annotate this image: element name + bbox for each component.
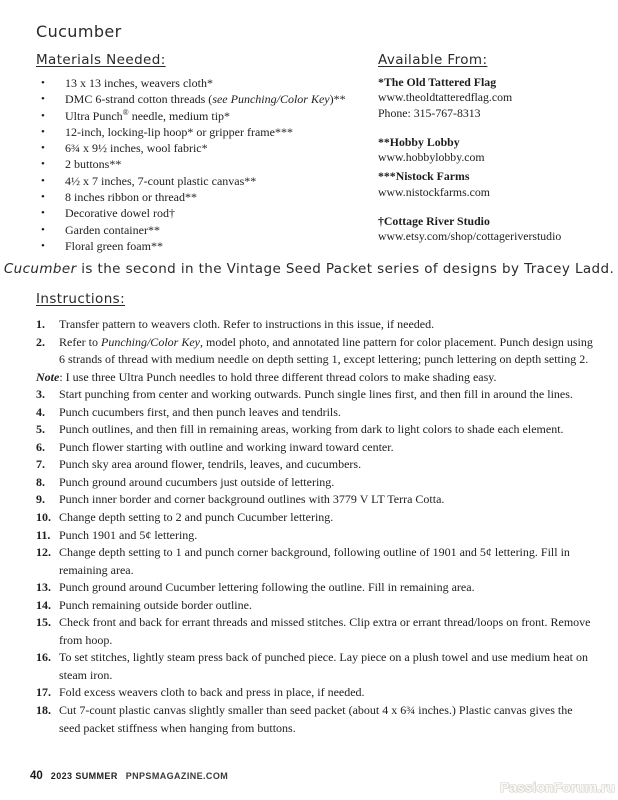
material-text: 4½ x 7 inches, 7-count plastic canvas**: [65, 173, 257, 188]
material-item: [36, 75, 376, 91]
instruction-text: Punch cucumbers first, and then punch leaves and tendrils.: [59, 404, 341, 419]
material-text: Floral green foam**: [65, 238, 163, 253]
instruction-number: 14.: [36, 597, 51, 612]
vendor-detail: Phone: 315-767-8313: [378, 105, 481, 120]
instruction-item: [36, 579, 594, 597]
bullet-glyph: •: [41, 223, 45, 236]
material-text: Garden container**: [65, 222, 160, 237]
vendor-block: [378, 135, 598, 166]
instruction-item: [36, 649, 594, 684]
instruction-number: 2.: [36, 334, 45, 349]
instruction-text: To set stitches, lightly steam press back of punched piece. Lay piece on a plush towel and use medium heat on steam iron.: [59, 650, 589, 682]
bullet-glyph: •: [41, 191, 45, 204]
instruction-number: 6.: [36, 439, 45, 454]
material-item: [36, 91, 376, 107]
instruction-item: [36, 614, 594, 649]
vendor-name: **Hobby Lobby: [378, 134, 460, 149]
instruction-item: [36, 684, 594, 702]
material-item: [36, 173, 376, 189]
instructions-heading: Instructions:: [36, 291, 126, 307]
instruction-text: Punch ground around cucumbers just outside of lettering.: [59, 474, 335, 489]
available-from-list: [378, 75, 598, 245]
vendor-detail: www.theoldtatteredflag.com: [378, 90, 513, 105]
bullet-glyph: •: [41, 207, 45, 220]
bullet-glyph: •: [41, 77, 45, 89]
watermark: PassionForum.ru: [499, 779, 615, 795]
instructions-section: [36, 291, 594, 737]
material-text: 13 x 13 inches, weavers cloth*: [65, 76, 213, 90]
materials-list: [36, 75, 376, 254]
vendor-block: [378, 214, 598, 245]
bullet-glyph: •: [41, 174, 45, 187]
instruction-text: Punch ground around Cucumber lettering following the outline. Fill in remaining area.: [59, 580, 475, 595]
material-item: [36, 189, 376, 205]
instruction-text: Punch inner border and corner background outlines with 3779 V LT Terra Cotta.: [59, 492, 445, 507]
instruction-text: Change depth setting to 2 and punch Cucumber lettering.: [59, 510, 334, 525]
materials-section: [36, 52, 376, 254]
instruction-number: 11.: [36, 527, 51, 542]
instruction-text: Punch flower starting with outline and working inward toward center.: [59, 439, 394, 454]
material-text: DMC 6-strand cotton threads (see Punching/Color Key)**: [65, 92, 346, 107]
page-title: Cucumber: [36, 22, 122, 41]
materials-heading: Materials Needed:: [36, 52, 166, 68]
instruction-item: [36, 439, 594, 457]
instructions-list: [36, 316, 594, 737]
vendor-name: †Cottage River Studio: [378, 214, 490, 229]
instruction-number: 18.: [36, 703, 51, 718]
vendor-name: ***Nistock Farms: [378, 169, 470, 184]
instruction-text: Transfer pattern to weavers cloth. Refer to instructions in this issue, if needed.: [59, 317, 435, 331]
vendor-block: [378, 169, 598, 200]
instruction-item: [36, 386, 594, 404]
material-item: [36, 124, 376, 140]
instruction-number: 1.: [36, 317, 45, 331]
material-item: [36, 222, 376, 238]
instruction-text: Fold excess weavers cloth to back and press in place, if needed.: [59, 685, 365, 700]
material-item: [36, 238, 376, 254]
series-note: Cucumber is the second in the Vintage Seed Packet series of designs by Tracey Ladd.: [3, 261, 615, 277]
instruction-number: 15.: [36, 615, 51, 630]
vendor-detail: www.etsy.com/shop/cottageriverstudio: [378, 229, 562, 244]
footer-page-number: 40: [30, 770, 43, 782]
instruction-number: 13.: [36, 580, 51, 595]
instruction-number: 10.: [36, 510, 51, 525]
material-text: 12-inch, locking-lip hoop* or gripper frame***: [65, 124, 293, 139]
instruction-item: [36, 597, 594, 615]
instruction-item: [36, 509, 594, 527]
material-item: [36, 140, 376, 156]
instruction-number: 17.: [36, 685, 51, 700]
instruction-number: 7.: [36, 457, 45, 472]
material-item: [36, 205, 376, 221]
instruction-text: Punch 1901 and 5¢ lettering.: [59, 527, 198, 542]
instruction-number: 16.: [36, 650, 51, 665]
instruction-text: Cut 7-count plastic canvas slightly smaller than seed packet (about 4 x 6¾ inches.) Plastic canvas gives the seed packet stiffness when hanging from buttons.: [59, 703, 573, 735]
bullet-glyph: •: [41, 109, 45, 122]
instruction-text: Punch outlines, and then fill in remaining areas, working from dark to light colors to shade each element.: [59, 422, 564, 437]
available-from-section: [378, 52, 598, 245]
page-footer: [30, 770, 228, 782]
instruction-number: 3.: [36, 387, 45, 402]
instruction-text: Note: I use three Ultra Punch needles to hold three different thread colors to make shading easy.: [36, 369, 497, 384]
instruction-item: [36, 316, 594, 334]
instruction-item: [36, 421, 594, 439]
instruction-number: 8.: [36, 474, 45, 489]
available-from-heading: Available From:: [378, 52, 488, 68]
vendor-name: *The Old Tattered Flag: [378, 75, 497, 89]
note-line: [36, 369, 594, 387]
bullet-glyph: •: [41, 125, 45, 138]
instruction-number: 5.: [36, 422, 45, 437]
instruction-item: [36, 702, 594, 737]
bullet-glyph: •: [41, 142, 45, 155]
material-item: [36, 156, 376, 172]
instruction-text: Refer to Punching/Color Key, model photo, and annotated line pattern for color placement. Punch design using 6 strands of thread with medium needle on depth setting 1, except lettering; punch lettering on depth setting 2.: [59, 334, 593, 367]
instruction-text: Punch remaining outside border outline.: [59, 597, 252, 612]
material-text: 8 inches ribbon or thread**: [65, 190, 197, 205]
material-text: 6¾ x 9½ inches, wool fabric*: [65, 141, 208, 156]
instruction-text: Punch sky area around flower, tendrils, leaves, and cucumbers.: [59, 457, 362, 472]
instruction-item: [36, 491, 594, 509]
footer-issue: 2023 SUMMER: [50, 771, 118, 781]
material-text: Decorative dowel rod†: [65, 206, 175, 221]
instruction-item: [36, 527, 594, 545]
instruction-number: 12.: [36, 545, 51, 560]
bullet-glyph: •: [41, 158, 45, 171]
instruction-item: [36, 544, 594, 579]
instruction-text: Start punching from center and working outwards. Punch single lines first, and then fill in around the lines.: [59, 387, 573, 402]
vendor-detail: www.hobbylobby.com: [378, 150, 485, 165]
instruction-text: Check front and back for errant threads and missed stitches. Clip extra or errant thread/loops on front. Remove from hoop.: [59, 615, 591, 647]
bullet-glyph: •: [41, 93, 45, 106]
instruction-item: [36, 334, 594, 369]
instruction-text: Change depth setting to 1 and punch corner background, following outline of 1901 and 5¢ lettering. Fill in remaining area.: [59, 545, 570, 577]
instruction-item: [36, 404, 594, 422]
vendor-detail: www.nistockfarms.com: [378, 184, 490, 199]
instruction-item: [36, 456, 594, 474]
material-text: 2 buttons**: [65, 157, 122, 172]
instruction-number: 9.: [36, 492, 45, 507]
vendor-block: [378, 75, 598, 121]
material-text: Ultra Punch® needle, medium tip*: [65, 107, 231, 123]
material-item: [36, 108, 376, 124]
footer-site: PNPSMAGAZINE.COM: [125, 771, 229, 781]
bullet-glyph: •: [41, 239, 45, 252]
instruction-number: 4.: [36, 404, 45, 419]
instruction-item: [36, 474, 594, 492]
